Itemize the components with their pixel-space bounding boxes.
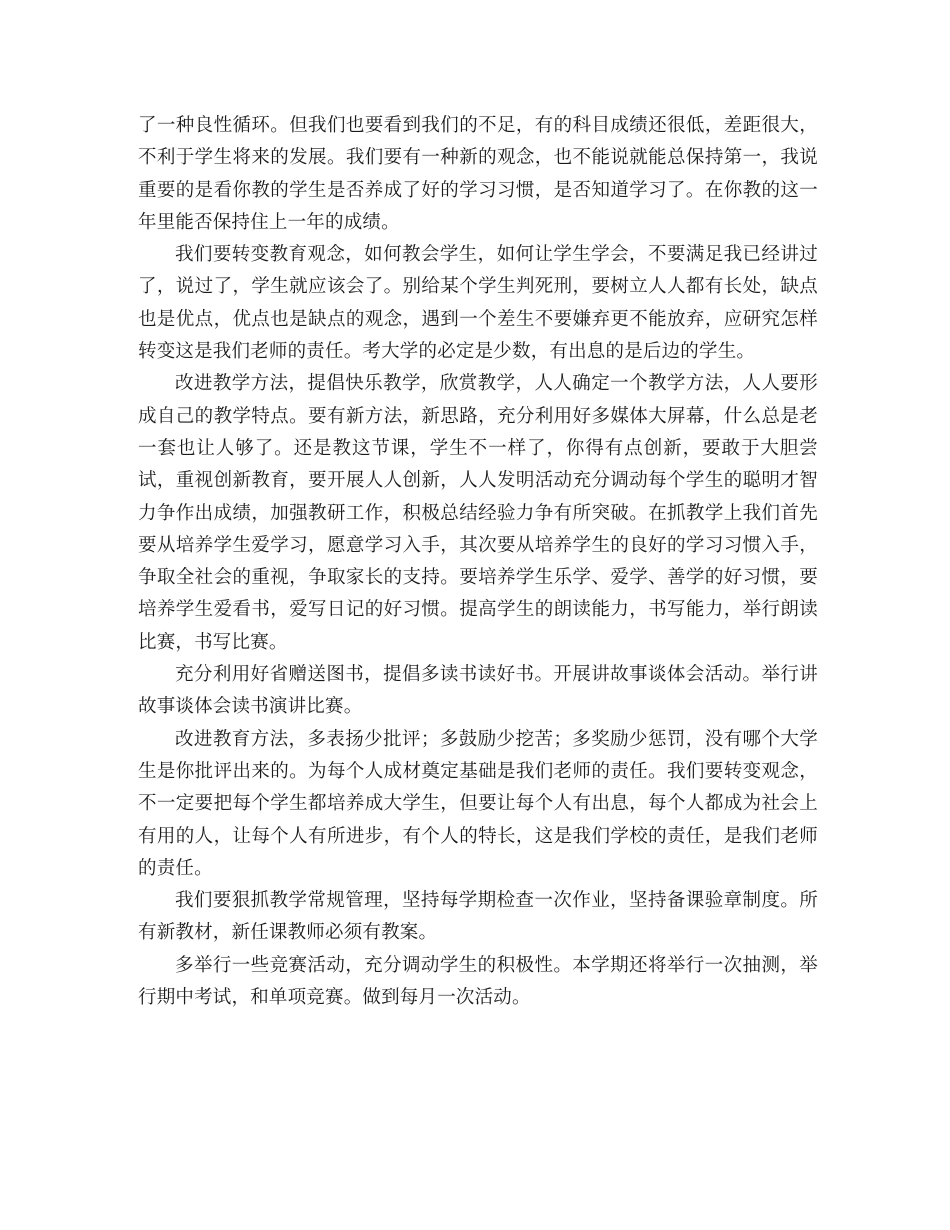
paragraph-4: 充分利用好省赠送图书，提倡多读书读好书。开展讲故事谈体会活动。举行讲故事谈体会读书演讲比赛。 (138, 664, 818, 718)
paragraph-5: 改进教育方法，多表扬少批评；多鼓励少挖苦；多奖励少惩罚，没有哪个大学生是你批评出来的。为每个人成材奠定基础是我们老师的责任。我们要转变观念，不一定要把每个学生都培养成大学生，但要让每个人有出息，每个人都成为社会上有用的人，让每个人有所进步，有个人的特长，这是我们学校的责任，是我们老师的责任。 (138, 728, 818, 879)
paragraph-6: 我们要狠抓教学常规管理，坚持每学期检查一次作业，坚持备课验章制度。所有新教材，新任课教师必须有教案。 (138, 890, 818, 944)
paragraph-3: 改进教学方法，提倡快乐教学，欣赏教学，人人确定一个教学方法，人人要形成自己的教学特点。要有新方法，新思路，充分利用好多媒体大屏幕，什么总是老一套也让人够了。还是教这节课，学生不一样了，你得有点创新，要敢于大胆尝试，重视创新教育，要开展人人创新，人人发明活动充分调动每个学生的聪明才智力争作出成绩，加强教研工作，积极总结经验力争有所突破。在抓教学上我们首先要从培养学生爱学习，愿意学习入手，其次要从培养学生的良好的学习习惯入手，争取全社会的重视，争取家长的支持。要培养学生乐学、爱学、善学的好习惯，要培养学生爱看书，爱写日记的好习惯。提高学生的朗读能力，书写能力，举行朗读比赛，书写比赛。 (138, 373, 818, 653)
document-body (138, 110, 818, 1014)
paragraph-2: 我们要转变教育观念，如何教会学生，如何让学生学会，不要满足我已经讲过了，说过了，学生就应该会了。别给某个学生判死刑，要树立人人都有长处，缺点也是优点，优点也是缺点的观念，遇到一个差生不要嫌弃更不能放弃，应研究怎样转变这是我们老师的责任。考大学的必定是少数，有出息的是后边的学生。 (138, 244, 818, 363)
paragraph-1: 了一种良性循环。但我们也要看到我们的不足，有的科目成绩还很低，差距很大，不利于学生将来的发展。我们要有一种新的观念，也不能说就能总保持第一，我说重要的是看你教的学生是否养成了好的学习习惯，是否知道学习了。在你教的这一年里能否保持住上一年的成绩。 (138, 115, 818, 233)
paragraph-7: 多举行一些竞赛活动，充分调动学生的积极性。本学期还将举行一次抽测，举行期中考试，和单项竞赛。做到每月一次活动。 (138, 954, 818, 1009)
